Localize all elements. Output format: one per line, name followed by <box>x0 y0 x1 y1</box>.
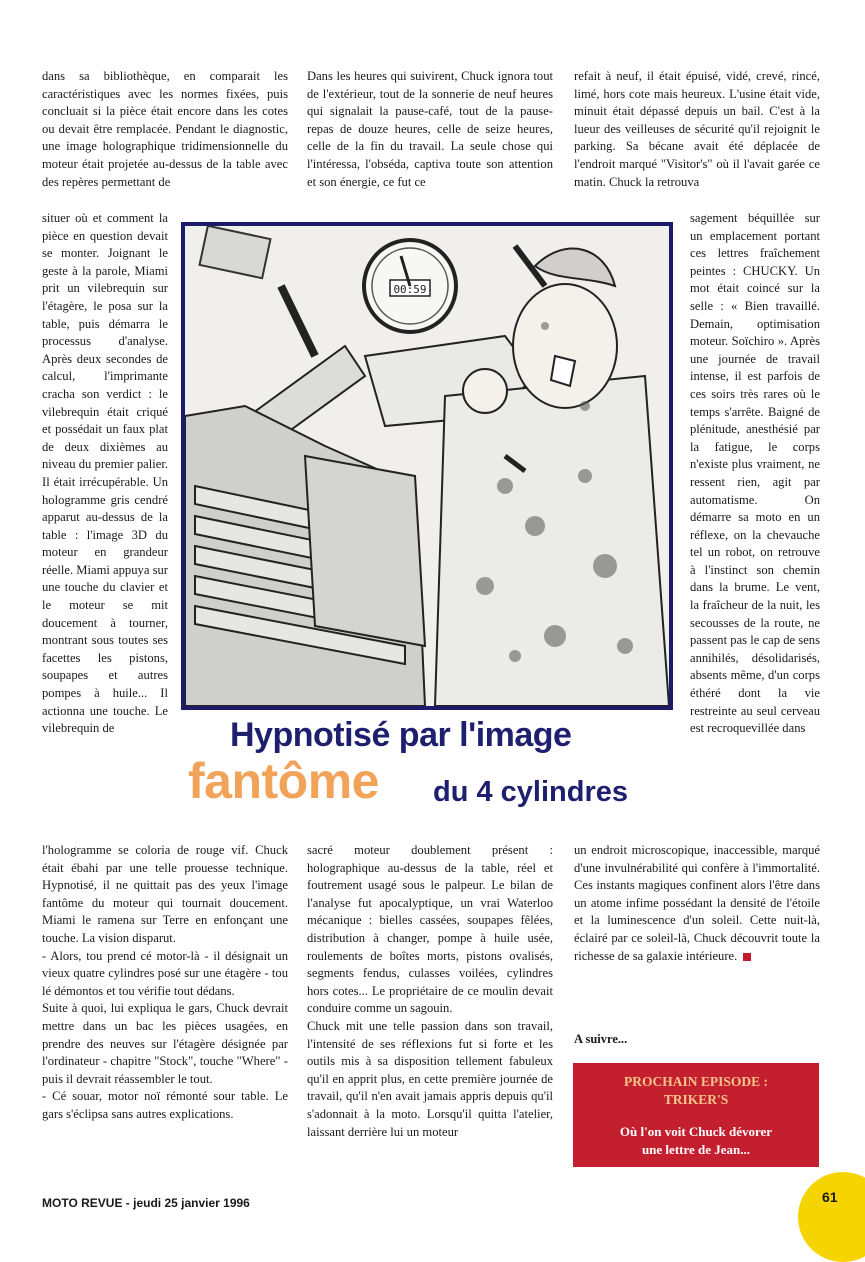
mechanic-exhausted-illustration <box>185 226 669 706</box>
next-episode-desc-1: Où l'on voit Chuck dévorer <box>619 1124 773 1139</box>
headline-highlight: fantôme <box>188 753 379 809</box>
paragraph: l'hologramme se coloria de rouge vif. Chuck était ébahi par une telle prouesse technique. Hypnotisé, il ne quittait pas des yeux l'image fantôme du moteur qui tournait doucement. Miami le ramena sur Terre en enfonçant une touche. La vision disparut. <box>42 843 288 945</box>
headline-line-2: du 4 cylindres <box>433 776 629 808</box>
paragraph: Suite à quoi, lui expliqua le gars, Chuck devrait mettre dans un bac les pièces usagées, en prendre des neuves sur l'étagère désignée par l'ordinateur - chapitre "Stock", touche "Where" - puis il devrait réassembler le tout. <box>42 1001 288 1086</box>
illustration <box>181 222 673 710</box>
clock-display: 00:59 <box>393 283 427 296</box>
article-column-2-bottom <box>307 842 553 1141</box>
page-number-badge <box>798 1172 865 1262</box>
article-column-3-wrap: sagement béquillée sur un emplacement portant ces lettres fraîchement peintes : CHUCKY. Un mot était coincé sur la selle : « Bien travaillé. Demain, optimisation moteur. Soïchiro ». Après une journée de travail intense, il est parfois de ces soirs très rares où le temps s'arrête. Baigné de plénitude, anesthésié par la fatigue, le corps n'existe plus vraiment, ne ressent rien, agit par automatisme. On démarre sa moto en un réflexe, on la chevauche tel un robot, on retrouve à l'instinct son chemin dans la brume. Le vent, la fraîcheur de la nuit, les secousses de la route, ne passent pas le cap de sens annihilés, désolidarisés, absents même, d'un corps éthéré dont la vie restreinte au seul cerveau est recroquevillée dans <box>690 211 820 736</box>
next-episode-title: PROCHAIN EPISODE : <box>623 1074 768 1089</box>
next-episode-box <box>573 1063 819 1167</box>
page-number: 61 <box>822 1189 838 1205</box>
next-episode-name: TRIKER'S <box>663 1092 729 1107</box>
paragraph: Chuck mit une telle passion dans son travail, l'intensité de ses réflexions fut si forte et les outils mis à sa disposition tellement fabuleux qu'il en apprit plus, en cette première journée de travail, qu'il n'en avait jamais appris depuis qu'il s'adonnait à la moto. Lorsqu'il quitta l'atelier, laissant derrière lui un moteur <box>307 1018 553 1139</box>
article-column-3-top: refait à neuf, il était épuisé, vidé, crevé, rincé, limé, hors cote mais heureux. L'usine était vide, minuit était dépassé depuis un bail. C'est à la lueur des veilleuses de sécurité qu'il rejoignit le parking. Sa bécane avait été déplacée de l'endroit marqué "Visitor's" où il l'avait garée ce matin. Chuck la retrouva <box>574 69 820 189</box>
paragraph: - Cé souar, motor noï rémonté sour table. Le gars s'éclipsa sans autres explications. <box>42 1089 288 1121</box>
headline-line-1: Hypnotisé par l'image <box>230 716 572 754</box>
paragraph: sacré moteur doublement présent : holographique au-dessus de la table, réel et foutrement usagé sous le palpeur. Le bilan de l'analyse fut apocalyptique, un vrai Waterloo mécanique : bielles cassées, soupapes fêlées, distribution à changer, pompe à huile usée, roulements de boîtes morts, pistons ovalisés, segments fendus, culasses voilées, cylindres hors cotes... Le propriétaire de ce moulin devait conduire comme un sagouin. <box>307 843 553 1016</box>
article-column-1-wrap: situer où et comment la pièce en question devait se monter. Joignant le geste à la parole, Miami prit un vilebrequin sur l'étagère, le posa sur la table, puis démarra le processus d'analyse. Après deux secondes de calcul, l'imprimante cracha son verdict : le vilebrequin était criqué et possédait un faux plat de deux dixièmes au niveau du premier palier. Il était irrécupérable. Un hologramme gris cendré apparut au-dessus de la table : l'image 3D du moteur en grandeur réelle. Miami appuya sur une touche du clavier et le moteur se mit doucement à tourner, montrant sous toutes ses facettes les pistons, soupapes et autres pompes à huile... Il actionna une touche. Le vilebrequin de <box>42 211 168 736</box>
end-mark-icon <box>743 953 751 961</box>
article-column-2-top: Dans les heures qui suivirent, Chuck ignora tout de l'extérieur, tout de la sonnerie de neuf heures qui signalait la pause-café, tout de la pause-repas de douze heures, celle de seize heures, celle de la fin du travail. La seule chose qui l'intéressa, l'obséda, captiva toute son attention et son énergie, ce fut ce <box>307 69 553 189</box>
to-be-continued: A suivre... <box>574 1032 628 1046</box>
article-column-1-bottom <box>42 842 288 1124</box>
article-column-3-bottom: un endroit microscopique, inaccessible, marqué d'une invulnérabilité qui confère à l'immortalité. Ces instants magiques confinent alors l'être dans un atome infime possédant la densité de l'étoile et la luminescence d'un soleil. Cette nuit-là, éclairé par ce soleil-là, Chuck découvrit toute la richesse de sa galaxie intérieure. <box>574 843 820 963</box>
paragraph: - Alors, tou prend cé motor-là - il désignait un vieux quatre cylindres posé sur une étagère - tou lé démontos et tou vérifie tout dédans. <box>42 948 288 998</box>
footer-issue: MOTO REVUE - jeudi 25 janvier 1996 <box>42 1196 250 1210</box>
article-column-1-top: dans sa bibliothèque, en comparait les caractéristiques avec les normes fixées, puis concluait si la pièce était encore dans les cotes ou devait être remplacée. Pendant le diagnostic, une image holographique tridimensionnelle du moteur était projetée au-dessus de la table avec des repères permettant de <box>42 69 288 189</box>
next-episode-desc-2: une lettre de Jean... <box>641 1142 751 1157</box>
